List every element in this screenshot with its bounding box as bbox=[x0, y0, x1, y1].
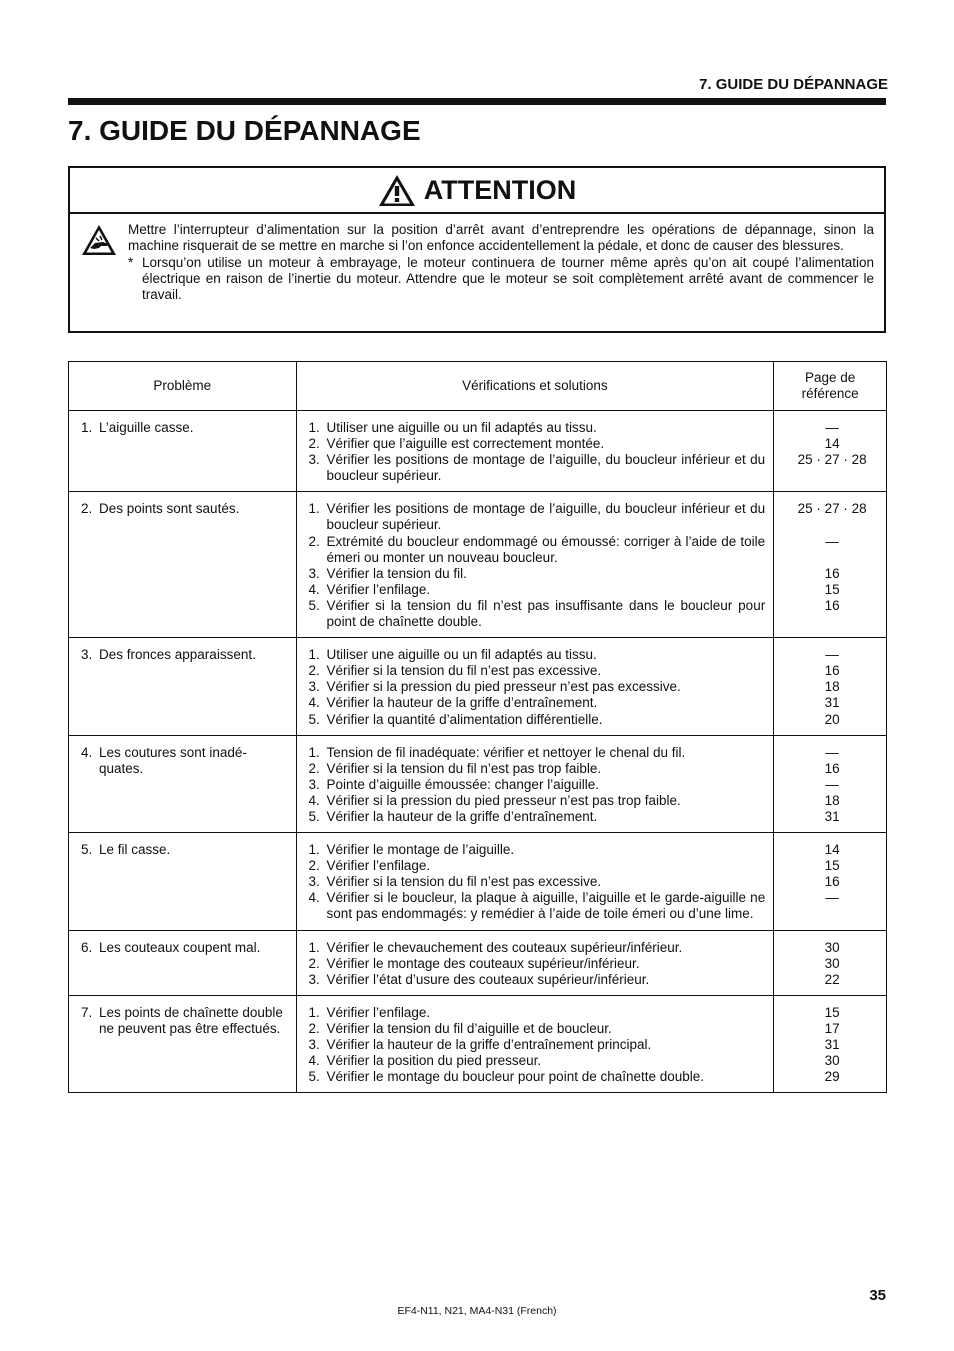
solution-item bbox=[309, 647, 766, 663]
section-header-label: 7. GUIDE DU DÉPANNAGE bbox=[699, 76, 888, 93]
solution-number: 3. bbox=[308, 1037, 320, 1052]
page-reference: 14 bbox=[824, 436, 840, 452]
solution-number: 2. bbox=[308, 858, 320, 874]
model-footer: EF4-N11, N21, MA4-N31 (French) bbox=[397, 1305, 557, 1317]
solution-number: 1. bbox=[308, 501, 320, 517]
solution-item bbox=[309, 1053, 766, 1069]
solution-item bbox=[309, 745, 766, 761]
problem-number: 7. bbox=[81, 1004, 93, 1020]
page-number: 35 bbox=[869, 1287, 886, 1304]
page-reference: 18 bbox=[824, 792, 840, 808]
page-reference-cell bbox=[774, 833, 887, 930]
problem-cell bbox=[69, 638, 297, 735]
solution-item bbox=[309, 858, 766, 874]
solution-number: 2. bbox=[308, 663, 320, 679]
page-reference-cell bbox=[774, 735, 887, 832]
problem-cell bbox=[69, 411, 297, 492]
page-reference: — bbox=[825, 420, 839, 435]
page-reference: 18 bbox=[824, 679, 840, 695]
page-reference: 15 bbox=[824, 581, 840, 597]
solution-item bbox=[309, 842, 766, 858]
problem-cell bbox=[69, 735, 297, 832]
attention-box bbox=[68, 166, 886, 333]
page-reference: 25 · 27 · 28 bbox=[797, 501, 867, 517]
solution-item bbox=[309, 940, 766, 956]
solutions-list bbox=[309, 745, 766, 825]
page-reference: 20 bbox=[824, 711, 840, 727]
solution-number: 1. bbox=[308, 842, 320, 858]
solution-text: Utiliser une aiguille ou un fil adaptés au tissu. bbox=[326, 420, 597, 435]
solution-number: 4. bbox=[308, 890, 320, 906]
page-reference: 17 bbox=[824, 1020, 840, 1036]
problem-number: 5. bbox=[81, 842, 93, 858]
solution-text: Vérifier l’enfilage. bbox=[326, 1004, 431, 1020]
problem-text bbox=[81, 1005, 288, 1037]
problem-text bbox=[81, 501, 288, 517]
solution-item bbox=[309, 890, 766, 922]
solution-item bbox=[309, 712, 766, 728]
solution-text: Vérifier l’enfilage. bbox=[326, 858, 431, 874]
problem-text bbox=[81, 647, 288, 663]
page-reference: 15 bbox=[824, 1004, 840, 1020]
solution-number: 1. bbox=[308, 744, 320, 760]
problem-text bbox=[81, 420, 288, 436]
warning-triangle-icon bbox=[378, 174, 416, 207]
page-reference: 30 bbox=[824, 955, 840, 971]
attention-note bbox=[128, 255, 874, 304]
solution-text: Vérifier la tension du fil. bbox=[326, 565, 467, 581]
solution-text: Vérifier la hauteur de la griffe d’entraînement. bbox=[326, 808, 598, 824]
solution-number: 5. bbox=[308, 597, 320, 613]
solution-text: Extrémité du boucleur endommagé ou émoussé: corriger à l’aide de toile émeri ou monter un nouveau boucleur. bbox=[326, 533, 766, 565]
solution-number: 4. bbox=[308, 581, 320, 597]
solution-number: 1. bbox=[308, 939, 320, 955]
hand-hazard-icon bbox=[81, 224, 117, 256]
solution-text: Vérifier si la tension du fil n’est pas trop faible. bbox=[326, 760, 602, 776]
problem-label: Les coutures sont inadé-quates. bbox=[99, 744, 247, 776]
problem-number: 1. bbox=[81, 420, 93, 435]
header-page-reference: Page de référence bbox=[774, 362, 887, 411]
page-reference: — bbox=[825, 533, 839, 549]
solutions-list bbox=[309, 647, 766, 727]
solution-item bbox=[309, 777, 766, 793]
problem-number: 3. bbox=[81, 647, 93, 663]
solution-text: Vérifier le montage du boucleur pour point de chaînette double. bbox=[326, 1069, 705, 1085]
solution-number: 2. bbox=[308, 955, 320, 971]
solution-item bbox=[309, 956, 766, 972]
page-reference-cell bbox=[774, 638, 887, 735]
page-title: 7. GUIDE DU DÉPANNAGE bbox=[68, 115, 421, 146]
problem-number: 6. bbox=[81, 939, 93, 955]
solution-number: 1. bbox=[308, 420, 320, 435]
attention-warning-text: Mettre l’interrupteur d’alimentation sur la position d’arrêt avant d’entreprendre les opérations de dépannage, sinon la machine risquerait de se mettre en marche si l’on enfonce accidentellement la pédale, et donc de causer des blessures. bbox=[128, 222, 874, 254]
solution-item bbox=[309, 809, 766, 825]
table-body bbox=[69, 411, 887, 1093]
solution-item bbox=[309, 566, 766, 582]
solution-text: Vérifier les positions de montage de l’aiguille, du boucleur inférieur et du boucleur supérieur. bbox=[326, 452, 766, 484]
header-problem: Problème bbox=[69, 362, 297, 411]
solution-text: Utiliser une aiguille ou un fil adaptés au tissu. bbox=[326, 647, 597, 663]
solution-item bbox=[309, 695, 766, 711]
solution-number: 3. bbox=[308, 565, 320, 581]
solution-text: Vérifier la quantité d’alimentation différentielle. bbox=[326, 711, 603, 727]
troubleshooting-table bbox=[68, 361, 887, 1093]
solution-text: Vérifier si la pression du pied presseur n’est pas trop faible. bbox=[326, 792, 681, 808]
solution-text: Vérifier la hauteur de la griffe d’entraînement principal. bbox=[326, 1037, 652, 1052]
problem-label: Des points sont sautés. bbox=[99, 501, 240, 517]
solution-item bbox=[309, 436, 766, 452]
table-row bbox=[69, 995, 887, 1092]
page-reference: 16 bbox=[824, 760, 840, 776]
solution-text: Vérifier si la tension du fil n’est pas excessive. bbox=[326, 874, 602, 890]
page-reference: 30 bbox=[824, 1053, 840, 1069]
solution-number: 3. bbox=[308, 776, 320, 792]
page-reference: 31 bbox=[824, 808, 840, 824]
problem-label: Le fil casse. bbox=[99, 842, 171, 858]
page-reference: 16 bbox=[824, 663, 840, 679]
page-reference: — bbox=[825, 776, 839, 792]
page-reference bbox=[786, 517, 878, 533]
page-reference: 15 bbox=[824, 858, 840, 874]
note-asterisk: * bbox=[128, 254, 134, 270]
problem-label: Les points de chaînette double ne peuvent pas être effectués. bbox=[99, 1004, 283, 1036]
problem-number: 2. bbox=[81, 501, 93, 517]
page-reference: 16 bbox=[824, 874, 840, 890]
problem-cell bbox=[69, 492, 297, 638]
solution-text: Vérifier si la tension du fil n’est pas insuffisante dans le boucleur pour point de chaînette double. bbox=[326, 597, 766, 630]
page-reference-cell bbox=[774, 411, 887, 492]
page-reference-cell bbox=[774, 492, 887, 638]
solutions-cell bbox=[296, 930, 774, 995]
solution-text: Vérifier le montage des couteaux supérieur/inférieur. bbox=[326, 955, 640, 971]
solution-item bbox=[309, 1069, 766, 1085]
table-header-row bbox=[69, 362, 887, 411]
solution-text: Vérifier la tension du fil d’aiguille et de boucleur. bbox=[326, 1020, 612, 1036]
problem-text bbox=[81, 745, 288, 777]
solution-item bbox=[309, 874, 766, 890]
page-reference: — bbox=[825, 647, 839, 663]
solution-text: Vérifier le chevauchement des couteaux supérieur/inférieur. bbox=[326, 939, 683, 955]
problem-label: Des fronces apparaissent. bbox=[99, 647, 256, 663]
attention-text bbox=[128, 222, 874, 303]
solution-item bbox=[309, 972, 766, 988]
page-reference: 16 bbox=[824, 597, 840, 613]
solution-text: Vérifier si la pression du pied presseur n’est pas excessive. bbox=[326, 679, 681, 695]
solution-number: 4. bbox=[308, 1053, 320, 1069]
solution-number: 5. bbox=[308, 808, 320, 824]
page-reference: 31 bbox=[824, 695, 840, 711]
solution-item bbox=[309, 663, 766, 679]
page-reference-cell bbox=[774, 930, 887, 995]
page-reference: — bbox=[825, 890, 839, 906]
solutions-cell bbox=[296, 735, 774, 832]
page-reference: 30 bbox=[824, 939, 840, 955]
header-solutions: Vérifications et solutions bbox=[296, 362, 774, 411]
header-rule bbox=[68, 98, 886, 105]
solution-number: 3. bbox=[308, 971, 320, 987]
solution-number: 3. bbox=[308, 874, 320, 890]
page-reference: 29 bbox=[824, 1069, 840, 1085]
solution-item bbox=[309, 1037, 766, 1053]
solution-number: 3. bbox=[308, 452, 320, 468]
solution-number: 1. bbox=[308, 647, 320, 663]
solutions-list bbox=[309, 842, 766, 922]
attention-note-text: Lorsqu’on utilise un moteur à embrayage, le moteur continuera de tourner même après qu’on ait coupé l’alimentation électrique en raison de l’inertie du moteur. Attendre que le moteur se soit complètement arrêté avant de commencer le travail. bbox=[142, 254, 874, 303]
solution-item bbox=[309, 452, 766, 484]
solution-item bbox=[309, 1021, 766, 1037]
table-row bbox=[69, 833, 887, 930]
solution-item bbox=[309, 501, 766, 533]
solution-number: 4. bbox=[308, 695, 320, 711]
solution-text: Tension de fil inadéquate: vérifier et nettoyer le chenal du fil. bbox=[326, 744, 686, 760]
page-reference-cell bbox=[774, 995, 887, 1092]
solution-text: Vérifier que l’aiguille est correctement montée. bbox=[326, 436, 605, 452]
attention-heading: ATTENTION bbox=[423, 174, 577, 205]
solutions-cell bbox=[296, 833, 774, 930]
page-reference bbox=[786, 550, 878, 566]
attention-header bbox=[70, 168, 884, 214]
solution-number: 4. bbox=[308, 792, 320, 808]
solutions-cell bbox=[296, 492, 774, 638]
solution-item bbox=[309, 598, 766, 630]
solutions-cell bbox=[296, 638, 774, 735]
solution-text: Pointe d’aiguille émoussée: changer l’aiguille. bbox=[326, 776, 599, 792]
solutions-cell bbox=[296, 411, 774, 492]
problem-text bbox=[81, 842, 288, 858]
solution-text: Vérifier si la tension du fil n’est pas excessive. bbox=[326, 663, 602, 679]
solution-number: 5. bbox=[308, 1069, 320, 1085]
solution-item bbox=[309, 761, 766, 777]
solution-number: 2. bbox=[308, 1020, 320, 1036]
problem-text bbox=[81, 940, 288, 956]
page-reference: 16 bbox=[824, 565, 840, 581]
solution-item bbox=[309, 534, 766, 566]
solution-item bbox=[309, 420, 766, 436]
solution-item bbox=[309, 793, 766, 809]
page-reference: 31 bbox=[824, 1037, 840, 1052]
table-row bbox=[69, 638, 887, 735]
problem-label: Les couteaux coupent mal. bbox=[99, 939, 261, 955]
page-reference: 25 · 27 · 28 bbox=[797, 452, 867, 468]
solution-text: Vérifier la hauteur de la griffe d’entraînement. bbox=[326, 695, 598, 711]
solution-number: 2. bbox=[308, 533, 320, 549]
table-row bbox=[69, 492, 887, 638]
solution-item bbox=[309, 679, 766, 695]
solution-number: 3. bbox=[308, 679, 320, 695]
solution-text: Vérifier les positions de montage de l’aiguille, du boucleur inférieur et du boucleur supérieur. bbox=[326, 501, 766, 533]
problem-cell bbox=[69, 995, 297, 1092]
solutions-list bbox=[309, 501, 766, 630]
solution-item bbox=[309, 1005, 766, 1021]
solution-text: Vérifier l’enfilage. bbox=[326, 581, 431, 597]
solution-text: Vérifier la position du pied presseur. bbox=[326, 1053, 542, 1069]
solution-text: Vérifier si le boucleur, la plaque à aiguille, l’aiguille et le garde-aiguille ne sont pas endommagés: y remédier à l’aide de toile émeri ou d’une lime. bbox=[326, 890, 766, 922]
solution-number: 2. bbox=[308, 436, 320, 452]
solution-number: 5. bbox=[308, 711, 320, 727]
solution-number: 2. bbox=[308, 760, 320, 776]
solution-text: Vérifier l’état d’usure des couteaux supérieur/inférieur. bbox=[326, 971, 650, 987]
solutions-cell bbox=[296, 995, 774, 1092]
solution-text: Vérifier le montage de l’aiguille. bbox=[326, 842, 515, 858]
problem-cell bbox=[69, 930, 297, 995]
problem-label: L’aiguille casse. bbox=[99, 420, 194, 435]
solution-number: 1. bbox=[308, 1004, 320, 1020]
problem-cell bbox=[69, 833, 297, 930]
solutions-list bbox=[309, 420, 766, 484]
table-row bbox=[69, 411, 887, 492]
table-row bbox=[69, 735, 887, 832]
page-reference: 14 bbox=[824, 842, 840, 858]
page-reference: — bbox=[825, 744, 839, 760]
solutions-list bbox=[309, 940, 766, 988]
solutions-list bbox=[309, 1005, 766, 1085]
table-row bbox=[69, 930, 887, 995]
problem-number: 4. bbox=[81, 744, 93, 760]
page-reference: 22 bbox=[824, 971, 840, 987]
solution-item bbox=[309, 582, 766, 598]
